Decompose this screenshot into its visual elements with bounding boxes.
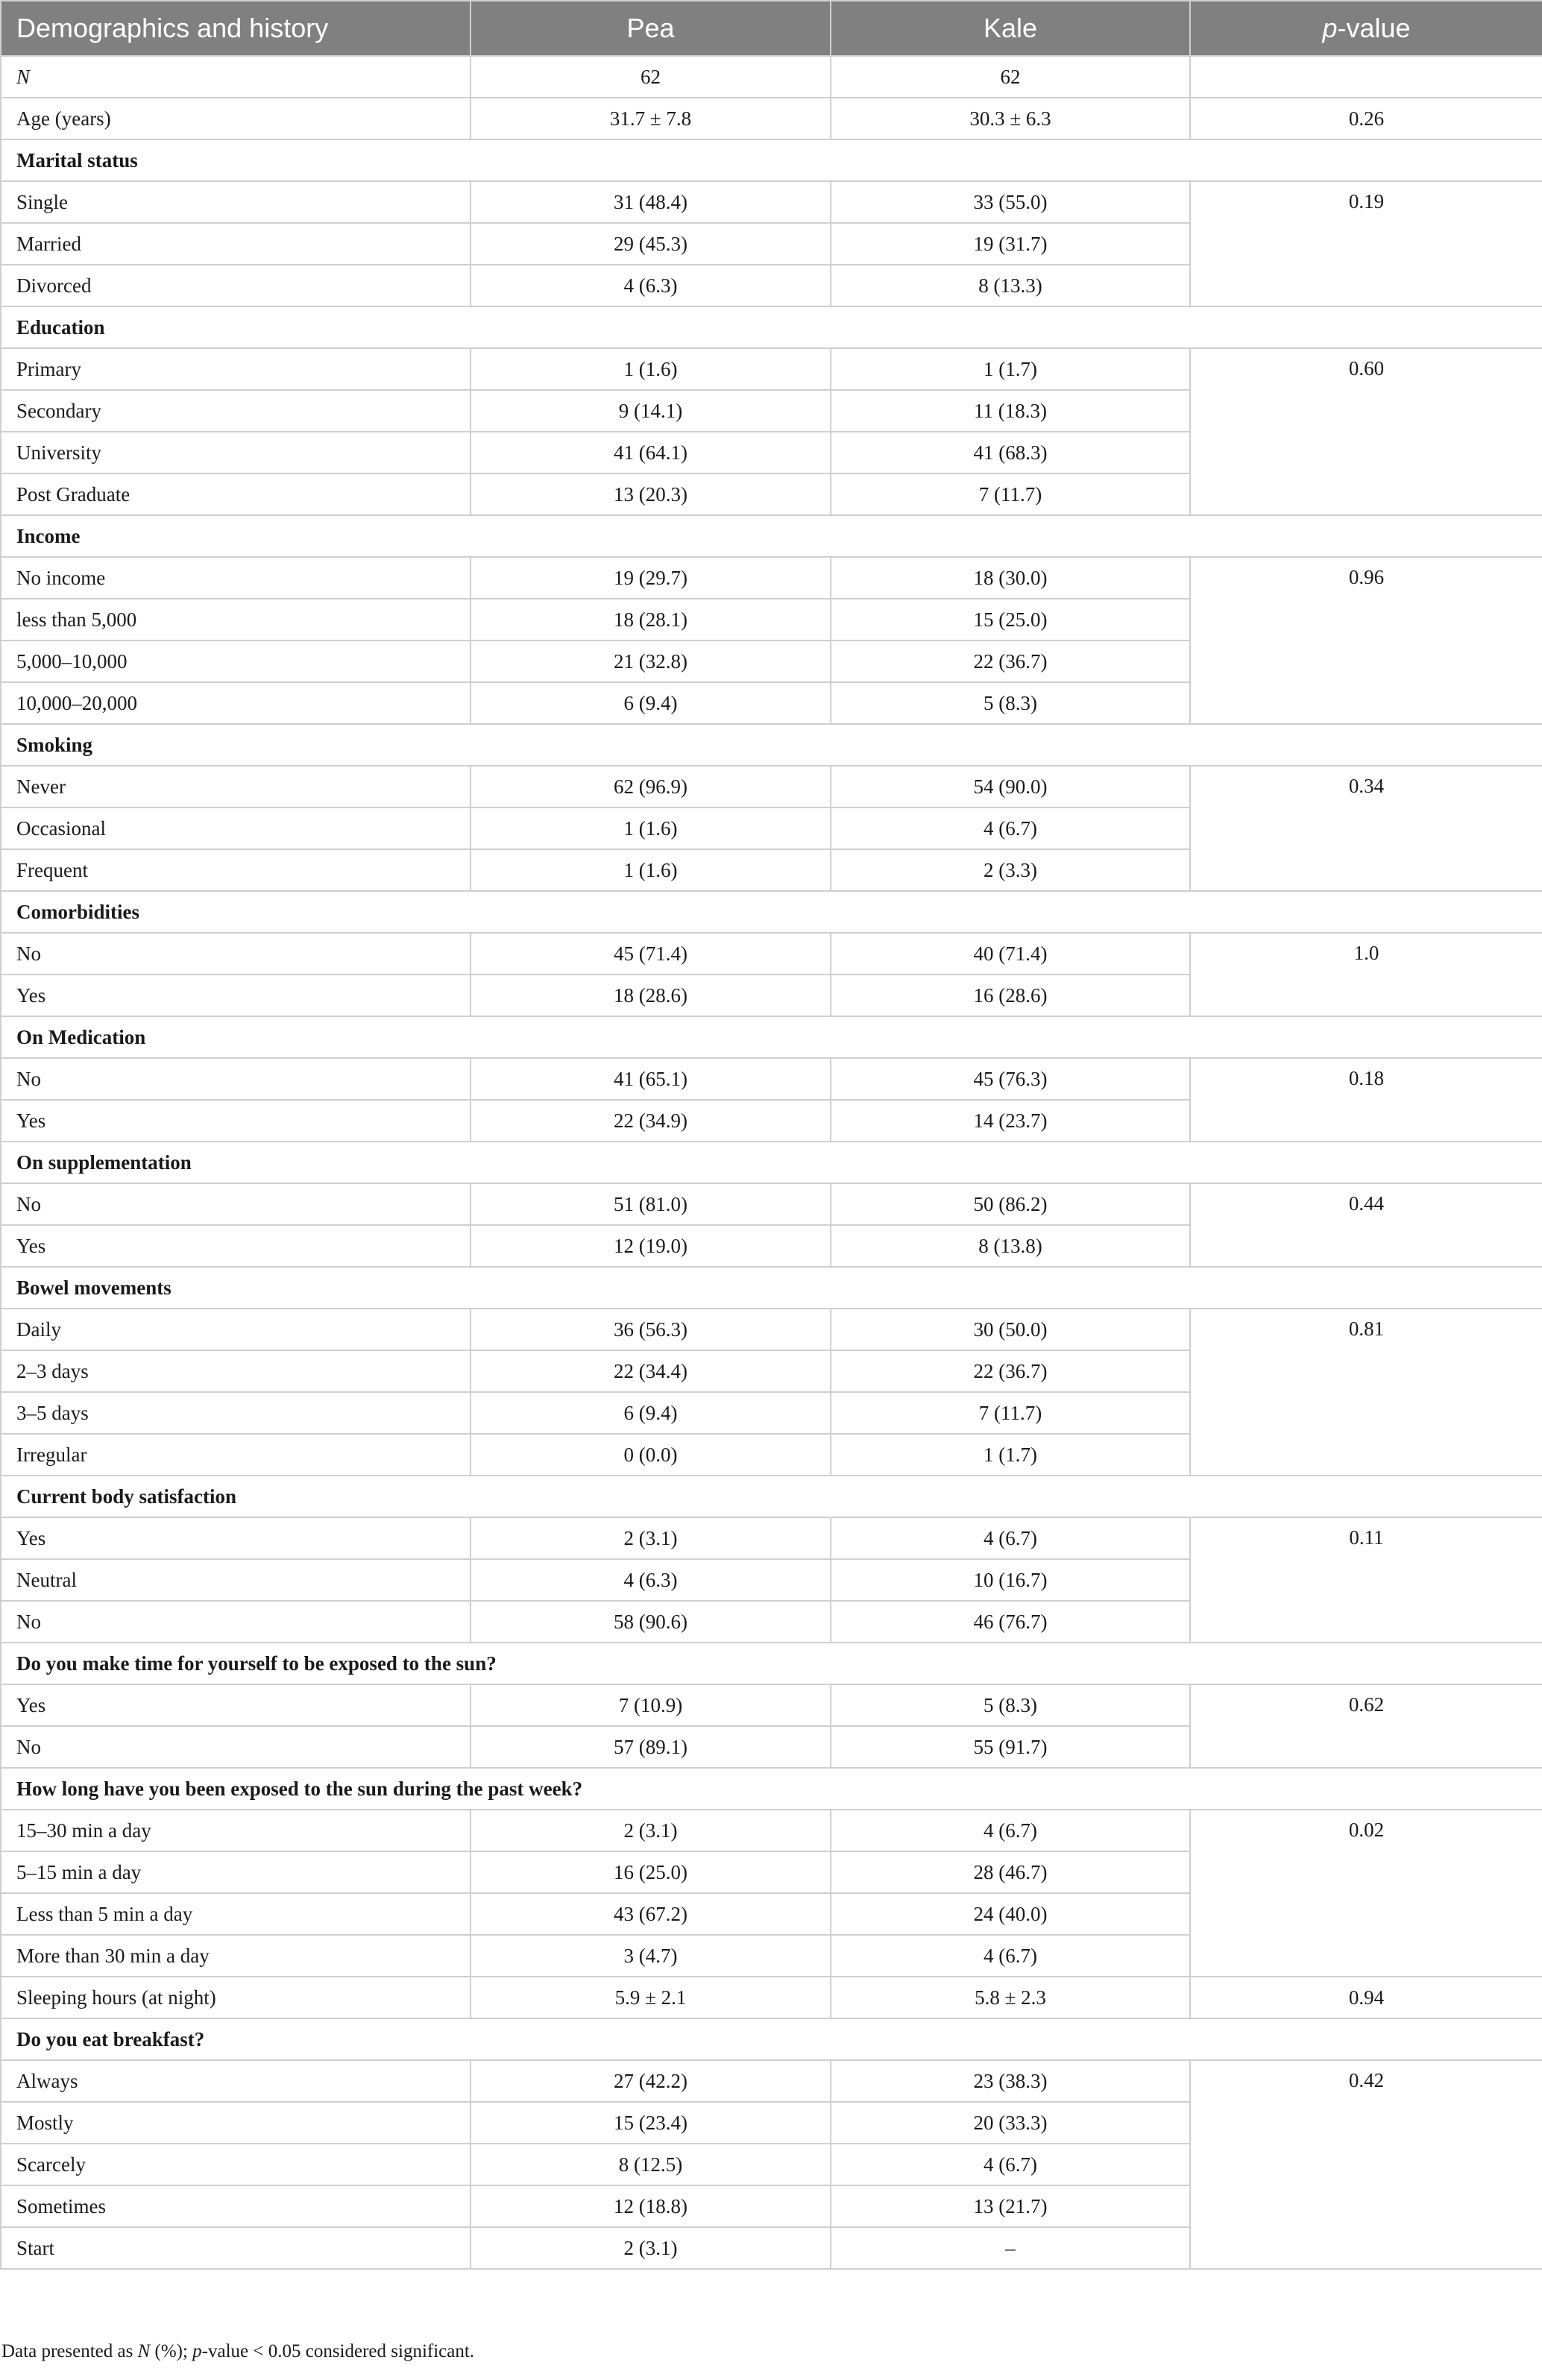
section-title: Education [1, 306, 1542, 348]
p-value [1190, 56, 1542, 98]
p-value: 0.34 [1190, 766, 1542, 891]
section-title: Do you eat breakfast? [1, 2018, 1542, 2060]
row-label: Daily [1, 1309, 471, 1350]
table-row [1, 766, 1542, 808]
kale-value: 4 (6.7) [831, 1810, 1190, 1851]
pea-value: 22 (34.9) [471, 1100, 831, 1142]
kale-value: 22 (36.7) [831, 1350, 1190, 1392]
pea-value: 62 (96.9) [471, 766, 831, 808]
row-label: Scarcely [1, 2144, 471, 2185]
row-label: Sometimes [1, 2185, 471, 2227]
kale-value: 1 (1.7) [831, 348, 1190, 390]
pea-value: 1 (1.6) [471, 849, 831, 891]
kale-value: 28 (46.7) [831, 1851, 1190, 1893]
p-value: 0.94 [1190, 1977, 1542, 2018]
row-label: Yes [1, 1225, 471, 1267]
p-value: 0.26 [1190, 98, 1542, 139]
row-label: University [1, 432, 471, 473]
row-label: Occasional [1, 808, 471, 849]
table-row [1, 1810, 1542, 1851]
pea-value: 29 (45.3) [471, 223, 831, 265]
section-sun-exposure-week [1, 1768, 1542, 1810]
pea-value: 4 (6.3) [471, 1559, 831, 1601]
p-value: 0.02 [1190, 1810, 1542, 1977]
kale-value: 5.8 ± 2.3 [831, 1977, 1190, 2018]
kale-value: 30.3 ± 6.3 [831, 98, 1190, 139]
pea-value: 13 (20.3) [471, 473, 831, 515]
row-label: Never [1, 766, 471, 808]
table-row [1, 1058, 1542, 1100]
row-label: Frequent [1, 849, 471, 891]
kale-value: 8 (13.8) [831, 1225, 1190, 1267]
pea-value: 51 (81.0) [471, 1183, 831, 1225]
p-value: 1.0 [1190, 933, 1542, 1016]
row-label: Always [1, 2060, 471, 2102]
row-label: 10,000–20,000 [1, 682, 471, 724]
pea-value: 0 (0.0) [471, 1434, 831, 1476]
kale-value: 11 (18.3) [831, 390, 1190, 432]
pea-value: 2 (3.1) [471, 2227, 831, 2269]
kale-value: 23 (38.3) [831, 2060, 1190, 2102]
pea-value: 8 (12.5) [471, 2144, 831, 2185]
section-medication [1, 1016, 1542, 1058]
p-value: 0.19 [1190, 181, 1542, 306]
row-label: No income [1, 557, 471, 599]
pea-value: 62 [471, 56, 831, 98]
pea-value: 6 (9.4) [471, 682, 831, 724]
kale-value: 2 (3.3) [831, 849, 1190, 891]
table-row [1, 1517, 1542, 1559]
row-label: Mostly [1, 2102, 471, 2144]
footnote-p: p [192, 2341, 202, 2361]
pea-value: 6 (9.4) [471, 1392, 831, 1434]
table-row [1, 2060, 1542, 2102]
row-label: Primary [1, 348, 471, 390]
row-label: Age (years) [1, 98, 471, 139]
row-label: Married [1, 223, 471, 265]
row-label: Start [1, 2227, 471, 2269]
kale-value: 19 (31.7) [831, 223, 1190, 265]
pea-value: 12 (19.0) [471, 1225, 831, 1267]
footnote-n: N [137, 2341, 151, 2361]
section-title: On Medication [1, 1016, 1542, 1058]
section-body-satisfaction [1, 1476, 1542, 1517]
pea-value: 7 (10.9) [471, 1684, 831, 1726]
row-label: No [1, 1058, 471, 1100]
table-row [1, 348, 1542, 390]
section-title: Income [1, 515, 1542, 557]
pea-value: 9 (14.1) [471, 390, 831, 432]
pea-value: 21 (32.8) [471, 640, 831, 682]
kale-value: 4 (6.7) [831, 1935, 1190, 1977]
section-title: Do you make time for yourself to be exposed to the sun? [1, 1643, 1542, 1684]
header-demographics: Demographics and history [1, 1, 471, 56]
kale-value: 20 (33.3) [831, 2102, 1190, 2144]
section-title: Bowel movements [1, 1267, 1542, 1309]
kale-value: 14 (23.7) [831, 1100, 1190, 1142]
row-label: Yes [1, 1684, 471, 1726]
row-label: No [1, 1183, 471, 1225]
row-label: 2–3 days [1, 1350, 471, 1392]
kale-value: 45 (76.3) [831, 1058, 1190, 1100]
section-title: Smoking [1, 724, 1542, 766]
p-value: 0.42 [1190, 2060, 1542, 2269]
kale-value: 7 (11.7) [831, 1392, 1190, 1434]
kale-value: 4 (6.7) [831, 2144, 1190, 2185]
row-label: less than 5,000 [1, 599, 471, 640]
row-label: 15–30 min a day [1, 1810, 471, 1851]
row-label: 3–5 days [1, 1392, 471, 1434]
row-label: 5,000–10,000 [1, 640, 471, 682]
table-footnote [1, 2341, 474, 2362]
pea-value: 16 (25.0) [471, 1851, 831, 1893]
row-label: No [1, 1726, 471, 1768]
section-bowel-movements [1, 1267, 1542, 1309]
pea-value: 41 (64.1) [471, 432, 831, 473]
table-row-sleeping-hours [1, 1977, 1542, 2018]
section-title: How long have you been exposed to the sun during the past week? [1, 1768, 1542, 1810]
row-label: Secondary [1, 390, 471, 432]
pea-value: 3 (4.7) [471, 1935, 831, 1977]
row-label: Post Graduate [1, 473, 471, 515]
header-pea: Pea [471, 1, 831, 56]
p-value: 0.11 [1190, 1517, 1542, 1643]
p-value: 0.81 [1190, 1309, 1542, 1476]
pea-value: 36 (56.3) [471, 1309, 831, 1350]
kale-value: 50 (86.2) [831, 1183, 1190, 1225]
footnote-part: -value < 0.05 considered significant. [201, 2341, 475, 2361]
p-value: 0.60 [1190, 348, 1542, 515]
pea-value: 12 (18.8) [471, 2185, 831, 2227]
row-label: Less than 5 min a day [1, 1893, 471, 1935]
kale-value: 15 (25.0) [831, 599, 1190, 640]
pea-value: 2 (3.1) [471, 1517, 831, 1559]
kale-value: 5 (8.3) [831, 1684, 1190, 1726]
section-title: Marital status [1, 139, 1542, 181]
kale-value: 54 (90.0) [831, 766, 1190, 808]
p-value: 0.18 [1190, 1058, 1542, 1142]
kale-value: 41 (68.3) [831, 432, 1190, 473]
table-row [1, 181, 1542, 223]
kale-value: 13 (21.7) [831, 2185, 1190, 2227]
pea-value: 4 (6.3) [471, 265, 831, 306]
footnote-part: (%); [150, 2341, 193, 2361]
section-supplementation [1, 1142, 1542, 1183]
kale-value: 7 (11.7) [831, 473, 1190, 515]
kale-value: – [831, 2227, 1190, 2269]
row-label: N [1, 56, 471, 98]
kale-value: 40 (71.4) [831, 933, 1190, 975]
row-label: Yes [1, 1517, 471, 1559]
row-label: More than 30 min a day [1, 1935, 471, 1977]
pea-value: 43 (67.2) [471, 1893, 831, 1935]
row-label: No [1, 933, 471, 975]
section-title: On supplementation [1, 1142, 1542, 1183]
table-row [1, 1684, 1542, 1726]
pea-value: 27 (42.2) [471, 2060, 831, 2102]
kale-value: 46 (76.7) [831, 1601, 1190, 1643]
pea-value: 2 (3.1) [471, 1810, 831, 1851]
section-breakfast [1, 2018, 1542, 2060]
section-education [1, 306, 1542, 348]
row-label: Yes [1, 1100, 471, 1142]
section-title: Comorbidities [1, 891, 1542, 933]
pea-value: 18 (28.1) [471, 599, 831, 640]
pea-value: 58 (90.6) [471, 1601, 831, 1643]
row-label: Sleeping hours (at night) [1, 1977, 471, 2018]
section-smoking [1, 724, 1542, 766]
kale-value: 30 (50.0) [831, 1309, 1190, 1350]
header-p-value [1190, 1, 1542, 56]
table-row [1, 1309, 1542, 1350]
kale-value: 22 (36.7) [831, 640, 1190, 682]
pea-value: 1 (1.6) [471, 348, 831, 390]
table-header-row [1, 1, 1542, 56]
section-sun-exposure-time [1, 1643, 1542, 1684]
pea-value: 19 (29.7) [471, 557, 831, 599]
kale-value: 8 (13.3) [831, 265, 1190, 306]
table-row-n [1, 56, 1542, 98]
table-row-age [1, 98, 1542, 139]
table-row [1, 557, 1542, 599]
pea-value: 18 (28.6) [471, 975, 831, 1016]
kale-value: 16 (28.6) [831, 975, 1190, 1016]
section-income [1, 515, 1542, 557]
pea-value: 31 (48.4) [471, 181, 831, 223]
row-label: Single [1, 181, 471, 223]
pea-value: 41 (65.1) [471, 1058, 831, 1100]
kale-value: 18 (30.0) [831, 557, 1190, 599]
p-value: 0.96 [1190, 557, 1542, 724]
section-marital-status [1, 139, 1542, 181]
pea-value: 57 (89.1) [471, 1726, 831, 1768]
footnote-part: Data presented as [1, 2341, 138, 2361]
pea-value: 45 (71.4) [471, 933, 831, 975]
row-label: Yes [1, 975, 471, 1016]
table-row [1, 1183, 1542, 1225]
pea-value: 31.7 ± 7.8 [471, 98, 831, 139]
kale-value: 55 (91.7) [831, 1726, 1190, 1768]
pea-value: 5.9 ± 2.1 [471, 1977, 831, 2018]
kale-value: 33 (55.0) [831, 181, 1190, 223]
row-label: Neutral [1, 1559, 471, 1601]
section-comorbidities [1, 891, 1542, 933]
kale-value: 5 (8.3) [831, 682, 1190, 724]
pea-value: 1 (1.6) [471, 808, 831, 849]
header-p-italic: p [1322, 13, 1338, 43]
kale-value: 4 (6.7) [831, 808, 1190, 849]
row-label: 5–15 min a day [1, 1851, 471, 1893]
p-value: 0.44 [1190, 1183, 1542, 1267]
kale-value: 24 (40.0) [831, 1893, 1190, 1935]
kale-value: 1 (1.7) [831, 1434, 1190, 1476]
kale-value: 62 [831, 56, 1190, 98]
kale-value: 10 (16.7) [831, 1559, 1190, 1601]
header-p-rest: -value [1337, 13, 1411, 43]
section-title: Current body satisfaction [1, 1476, 1542, 1517]
row-label: No [1, 1601, 471, 1643]
pea-value: 22 (34.4) [471, 1350, 831, 1392]
pea-value: 15 (23.4) [471, 2102, 831, 2144]
kale-value: 4 (6.7) [831, 1517, 1190, 1559]
header-kale: Kale [831, 1, 1190, 56]
row-label: Irregular [1, 1434, 471, 1476]
p-value: 0.62 [1190, 1684, 1542, 1768]
row-label: Divorced [1, 265, 471, 306]
table-row [1, 933, 1542, 975]
